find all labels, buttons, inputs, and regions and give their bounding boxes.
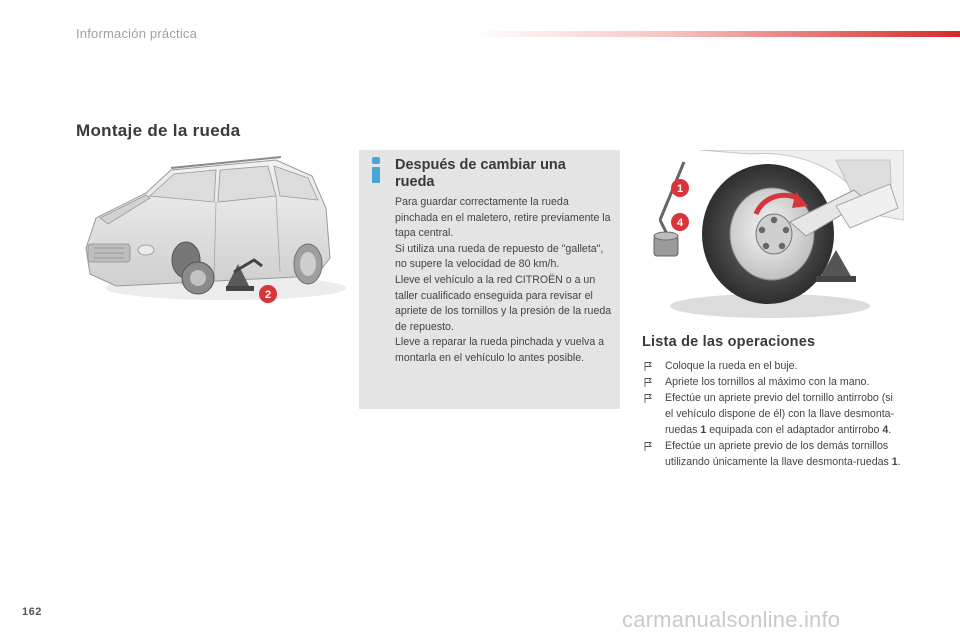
list-item: Efectúe un apriete previo del tornillo antirrobo (si el vehículo dispone de él) con la llave desmonta-ruedas 1 equipada con el adaptador antirrobo 4. xyxy=(642,390,904,438)
info-paragraph: Lleve el vehículo a la red CITROËN o a un taller cualificado enseguida para revisar el apriete de los tornillos y la presión de la rueda de repuesto. xyxy=(395,273,612,333)
wheel-tightening-illustration xyxy=(640,150,904,322)
flag-bullet-icon xyxy=(644,442,652,451)
flag-bullet-icon xyxy=(644,362,652,371)
running-header: Información práctica xyxy=(76,26,198,41)
info-paragraph: Para guardar correctamente la rueda pinchada en el maletero, retire previamente la tapa central. xyxy=(395,196,611,240)
info-paragraph: Lleve a reparar la rueda pinchada y vuelva a montarla en el vehículo lo antes posible. xyxy=(395,336,605,364)
info-box xyxy=(359,150,620,409)
callout-4: 4 xyxy=(676,217,684,229)
info-paragraph: Si utiliza una rueda de repuesto de "galleta", no supere la velocidad de 80 km/h. xyxy=(395,242,604,271)
page-number: 162 xyxy=(22,606,42,618)
operations-list xyxy=(642,358,904,470)
watermark: carmanualsonline.info xyxy=(622,607,841,632)
info-icon xyxy=(368,157,384,183)
operations-title: Lista de las operaciones xyxy=(642,334,816,350)
car-jack-illustration xyxy=(76,148,348,318)
section-title: Montaje de la rueda xyxy=(76,121,241,140)
list-item: Efectúe un apriete previo de los demás tornillos utilizando únicamente la llave desmonta-ruedas 1. xyxy=(642,438,904,470)
header-accent-rule xyxy=(470,31,960,37)
info-box-body xyxy=(395,195,613,367)
list-item: Apriete los tornillos al máximo con la mano. xyxy=(642,374,904,390)
callout-2: 2 xyxy=(264,289,272,301)
flag-bullet-icon xyxy=(644,378,652,387)
callout-1: 1 xyxy=(676,183,684,195)
flag-bullet-icon xyxy=(644,394,652,403)
list-item: Coloque la rueda en el buje. xyxy=(642,358,904,374)
info-box-title: Después de cambiar una rueda xyxy=(395,157,566,190)
